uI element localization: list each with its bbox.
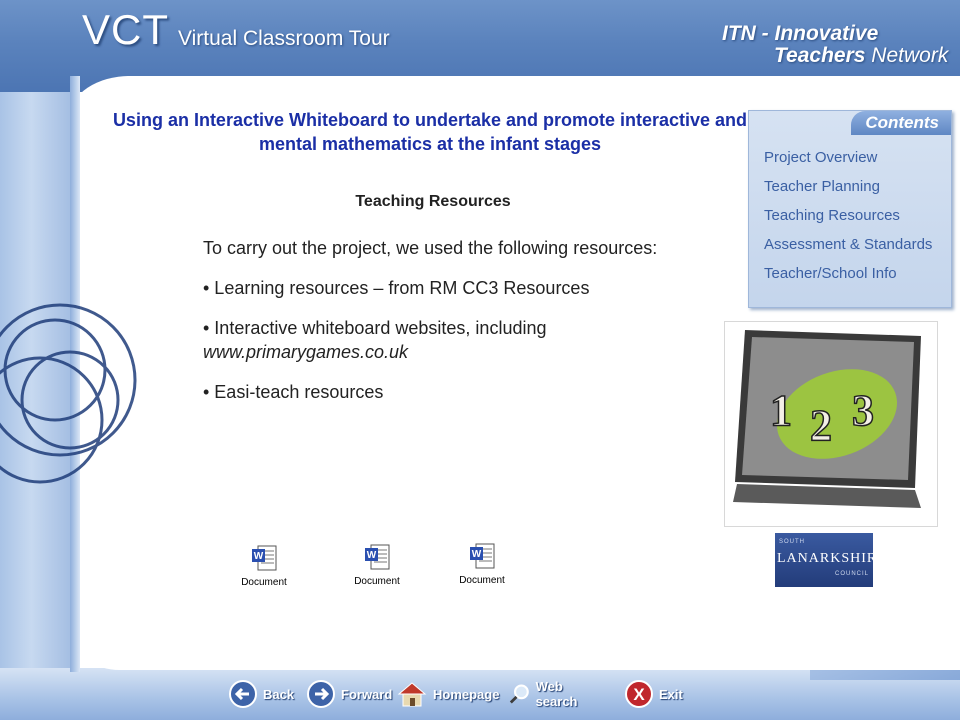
whiteboard-illustration bbox=[725, 322, 937, 526]
swirl-decoration bbox=[0, 260, 140, 560]
document-label: Document bbox=[459, 575, 505, 586]
home-icon bbox=[396, 679, 428, 709]
svg-text:W: W bbox=[471, 549, 482, 560]
back-button[interactable] bbox=[228, 678, 294, 710]
content-body bbox=[203, 236, 703, 420]
itn-network: Network bbox=[871, 44, 949, 67]
exit-button[interactable] bbox=[624, 678, 683, 710]
document-link-1[interactable] bbox=[234, 545, 294, 588]
forward-button[interactable] bbox=[306, 678, 392, 710]
svg-text:2: 2 bbox=[810, 401, 832, 450]
exit-label: Exit bbox=[659, 686, 683, 702]
menu-item-assessment-standards[interactable]: Assessment & Standards bbox=[764, 236, 933, 253]
logo-line3: COUNCIL bbox=[835, 571, 870, 577]
svg-text:W: W bbox=[253, 551, 264, 562]
itn-line1: ITN - Innovative bbox=[722, 22, 879, 45]
svg-text:W: W bbox=[366, 550, 377, 561]
bullet-learning-resources: • Learning resources – from RM CC3 Resources bbox=[203, 278, 590, 298]
back-arrow-icon bbox=[228, 679, 258, 709]
vct-subtitle: Virtual Classroom Tour bbox=[178, 27, 390, 50]
bullet-easi-teach: • Easi-teach resources bbox=[203, 382, 384, 402]
menu-item-project-overview[interactable]: Project Overview bbox=[764, 149, 878, 166]
menu-item-teacher-planning[interactable]: Teacher Planning bbox=[764, 178, 880, 195]
word-document-icon bbox=[469, 543, 495, 573]
homepage-label: Homepage bbox=[433, 686, 500, 702]
document-label: Document bbox=[354, 576, 400, 587]
word-document-icon bbox=[251, 545, 277, 575]
back-label: Back bbox=[263, 686, 295, 702]
itn-line2 bbox=[774, 44, 948, 68]
forward-label: Forward bbox=[341, 686, 393, 702]
menu-item-teacher-school-info[interactable]: Teacher/School Info bbox=[764, 265, 897, 282]
document-label: Document bbox=[241, 577, 287, 588]
bullet2-text: • Interactive whiteboard websites, including bbox=[203, 318, 547, 338]
vct-logo: VCT bbox=[82, 6, 169, 53]
svg-text:1: 1 bbox=[770, 386, 792, 435]
web-search-button[interactable] bbox=[508, 678, 587, 710]
forward-arrow-icon bbox=[306, 679, 336, 709]
magnifier-icon bbox=[508, 679, 531, 709]
whiteboard-image bbox=[724, 321, 938, 527]
web-search-label: Web search bbox=[535, 679, 578, 709]
logo-line1: SOUTH bbox=[779, 539, 805, 545]
itn-teachers: Teachers bbox=[774, 44, 866, 67]
exit-x-icon bbox=[624, 679, 654, 709]
south-lanarkshire-logo bbox=[775, 533, 887, 587]
bullet-whiteboard-websites bbox=[203, 316, 703, 364]
contents-panel bbox=[748, 110, 952, 308]
homepage-button[interactable] bbox=[396, 678, 499, 710]
svg-text:3: 3 bbox=[852, 386, 874, 435]
logo-line2: LANARKSHIRE bbox=[777, 551, 887, 566]
page-title: Using an Interactive Whiteboard to undertake and promote interactive and mental mathematics at the infant stages bbox=[112, 110, 748, 154]
word-document-icon bbox=[364, 544, 390, 574]
contents-title: Contents bbox=[865, 113, 939, 132]
svg-text:X: X bbox=[633, 685, 645, 704]
document-link-2[interactable] bbox=[347, 544, 407, 587]
primarygames-link[interactable]: www.primarygames.co.uk bbox=[203, 342, 409, 362]
document-link-3[interactable] bbox=[452, 543, 512, 586]
bottom-curve bbox=[70, 620, 960, 670]
contents-menu bbox=[764, 149, 932, 294]
intro-text: To carry out the project, we used the following resources: bbox=[203, 238, 658, 258]
section-subtitle: Teaching Resources bbox=[355, 193, 511, 210]
menu-item-teaching-resources[interactable]: Teaching Resources bbox=[764, 207, 900, 224]
